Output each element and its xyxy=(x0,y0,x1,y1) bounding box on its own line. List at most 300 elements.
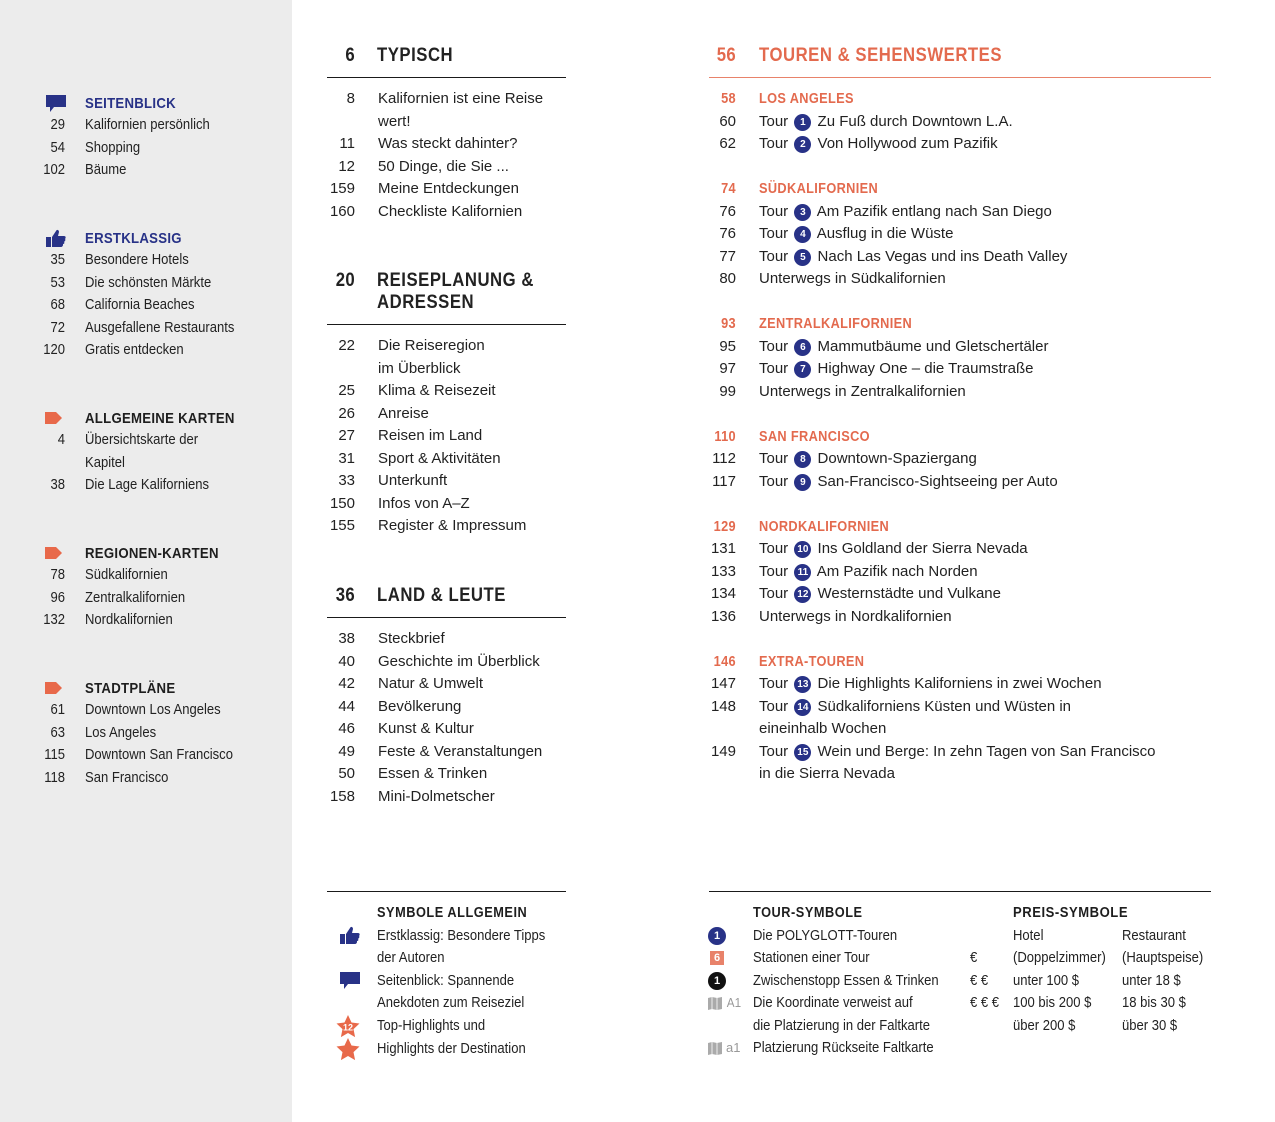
map-tag-icon xyxy=(40,408,70,428)
chapter-page: 20 xyxy=(335,270,355,291)
sidebar-group-title: SEITENBLICK xyxy=(85,94,176,112)
tour-entry[interactable] xyxy=(709,561,1211,584)
section-title: EXTRA-TOUREN xyxy=(759,653,865,670)
item-label: Die schönsten Märkte xyxy=(85,274,212,291)
toc-entry[interactable] xyxy=(327,470,566,493)
legend-tour xyxy=(708,902,968,1060)
chapter-page: 6 xyxy=(345,45,355,66)
tour-word: Tour xyxy=(759,225,789,242)
entry-label: Geschichte im Überblick xyxy=(378,652,540,670)
chapter-header[interactable] xyxy=(709,45,1211,78)
entry-label: Zu Fuß durch Downtown L.A. xyxy=(817,112,1013,130)
section-title: NORDKALIFORNIEN xyxy=(759,518,890,535)
tour-number-badge: 9 xyxy=(794,474,811,491)
page-number: 53 xyxy=(50,274,65,291)
map-icon: A1 xyxy=(708,992,753,1015)
chapter-list xyxy=(327,325,566,538)
tour-number-badge: 12 xyxy=(794,586,811,603)
page-number: 4 xyxy=(57,432,65,448)
entry-label: Mini-Dolmetscher xyxy=(378,787,495,805)
tour-word: Tour xyxy=(759,540,789,557)
entry-label: Sport & Aktivitäten xyxy=(378,449,501,467)
sidebar-group-erstklassig xyxy=(40,227,280,362)
toc-entry[interactable] xyxy=(327,448,566,471)
item-label: Zentralkalifornien xyxy=(85,589,186,606)
legend-divider xyxy=(709,891,1211,892)
page-number: 40 xyxy=(338,652,355,670)
page-number: 118 xyxy=(44,769,65,786)
legend-text: Platzierung Rückseite Faltkarte xyxy=(753,1040,934,1056)
toc-entry[interactable] xyxy=(327,628,566,651)
toc-entry[interactable] xyxy=(709,606,1211,629)
page-number: 12 xyxy=(338,157,355,175)
entry-label: San-Francisco-Sightseeing per Auto xyxy=(817,472,1058,490)
tour-number-badge: 13 xyxy=(794,676,811,693)
page-number: 150 xyxy=(329,494,355,512)
page-number: 76 xyxy=(719,225,736,242)
legend-divider xyxy=(327,891,566,892)
map-icon: a1 xyxy=(708,1037,753,1060)
page-number: 54 xyxy=(50,139,65,156)
toc-entry[interactable] xyxy=(327,515,566,538)
toc-entry[interactable] xyxy=(327,718,566,741)
page-number: 31 xyxy=(338,449,355,467)
tour-number-badge: 15 xyxy=(794,744,811,761)
page-number: 115 xyxy=(44,747,65,763)
page-number: 159 xyxy=(329,180,355,197)
entry-label: Südkaliforniens Küsten und Wüsten in xyxy=(817,697,1072,715)
entry-label: eineinhalb Wochen xyxy=(759,720,887,737)
toc-entry[interactable] xyxy=(709,381,1211,404)
tour-word: Tour xyxy=(759,742,789,760)
page-number: 149 xyxy=(710,742,736,760)
tour-number-badge: 1 xyxy=(794,114,811,131)
entry-label: Westernstädte und Vulkane xyxy=(817,585,1001,602)
page-number: 61 xyxy=(50,702,65,718)
price-hotel: 100 bis 200 $ xyxy=(1013,995,1092,1011)
sidebar-group-seitenblick xyxy=(40,92,280,182)
tour-word: Tour xyxy=(759,247,789,265)
page-number: 68 xyxy=(50,297,65,313)
sidebar-group-regionen-karten xyxy=(40,542,280,632)
page-number: 132 xyxy=(43,612,65,628)
sidebar-item[interactable] xyxy=(40,137,280,160)
chapter-page: 36 xyxy=(335,585,355,606)
entry-label: Unterwegs in Zentralkalifornien xyxy=(759,382,966,400)
sidebar-item[interactable] xyxy=(40,699,280,722)
item-label: Los Angeles xyxy=(85,724,157,741)
entry-label: Downtown-Spaziergang xyxy=(817,450,977,467)
map-tag-icon xyxy=(40,543,70,563)
entry-label: Kunst & Kultur xyxy=(378,720,474,737)
tour-number-badge: 10 xyxy=(794,541,811,558)
page-number: 35 xyxy=(50,252,65,268)
page-number: 99 xyxy=(719,382,736,400)
column-header-restaurant: Restaurant xyxy=(1122,927,1186,944)
tour-number-badge: 6 xyxy=(794,339,811,356)
page-number: 155 xyxy=(329,517,355,534)
tour-number-badge: 8 xyxy=(794,451,811,468)
legend-text: Zwischenstopp Essen & Trinken xyxy=(753,972,939,989)
map-tag-icon xyxy=(40,678,70,698)
page-number: 120 xyxy=(43,342,65,358)
legend-item xyxy=(708,947,968,970)
sidebar-item[interactable] xyxy=(40,767,280,790)
page-number: 27 xyxy=(338,427,355,444)
sidebar-item[interactable] xyxy=(40,564,280,587)
entry-label: im Überblick xyxy=(378,359,461,377)
page-number: 148 xyxy=(710,697,736,715)
star-icon xyxy=(327,1038,377,1061)
speech-bubble-icon xyxy=(40,93,70,113)
chapter-list xyxy=(327,78,566,223)
section-page: 110 xyxy=(714,428,736,445)
page-number: 11 xyxy=(339,135,355,152)
legend-text: Highlights der Destination xyxy=(377,1040,526,1057)
sidebar-item[interactable] xyxy=(40,339,280,362)
legend-item xyxy=(327,1015,587,1038)
price-symbol: € xyxy=(970,950,978,966)
sidebar-item[interactable] xyxy=(40,294,280,317)
tour-entry[interactable] xyxy=(709,448,1211,471)
legend-text: Die Koordinate verweist auf xyxy=(753,995,913,1011)
page-number: 8 xyxy=(346,90,355,107)
tour-circle-icon: 1 xyxy=(708,925,753,948)
page-number: 42 xyxy=(338,675,355,692)
entry-label: Klima & Reisezeit xyxy=(378,382,496,399)
section-title: SAN FRANCISCO xyxy=(759,428,870,445)
legend-text: Erstklassig: Besondere Tipps xyxy=(377,927,546,944)
chapter-header[interactable] xyxy=(327,270,566,325)
sidebar-group-header xyxy=(40,677,280,699)
page-number: 63 xyxy=(50,724,65,741)
svg-text:12: 12 xyxy=(342,1022,354,1032)
entry-label: Natur & Umwelt xyxy=(378,675,484,692)
tour-word: Tour xyxy=(759,360,789,377)
column-subheader-hotel: (Doppelzimmer) xyxy=(1013,950,1106,966)
toc-entry-continued xyxy=(709,718,1211,741)
tour-word: Tour xyxy=(759,585,789,602)
entry-label: Bevölkerung xyxy=(378,697,462,715)
price-hotel: unter 100 $ xyxy=(1013,972,1080,989)
item-label: Gratis entdecken xyxy=(85,342,184,358)
entry-label: Mammutbäume und Gletschertäler xyxy=(817,337,1049,355)
sidebar-group-header xyxy=(40,407,280,429)
page-number: 50 xyxy=(338,765,355,782)
item-label: Besondere Hotels xyxy=(85,252,189,268)
page-number: 38 xyxy=(50,477,65,493)
section-header[interactable] xyxy=(709,88,1211,111)
entry-label: Ausflug in die Wüste xyxy=(816,225,954,242)
chapter-reiseplanung xyxy=(327,270,566,538)
toc-entry[interactable] xyxy=(327,763,566,786)
tour-entry[interactable] xyxy=(709,471,1211,494)
column-subheader-restaurant: (Hauptspeise) xyxy=(1122,950,1204,966)
legend-title: PREIS-SYMBOLE xyxy=(1013,905,1129,921)
section-page: 74 xyxy=(721,181,736,197)
tour-word: Tour xyxy=(759,472,789,490)
sidebar-item[interactable] xyxy=(40,272,280,295)
chapter-list xyxy=(709,78,1211,786)
entry-label: Reisen im Land xyxy=(378,427,483,444)
thumbs-up-icon xyxy=(327,925,377,948)
page-number: 160 xyxy=(329,202,355,220)
thumbs-up-icon xyxy=(40,228,70,248)
legend-text: der Autoren xyxy=(377,950,445,966)
sidebar-group-header xyxy=(40,542,280,564)
chapter-list xyxy=(327,618,566,808)
entry-label: wert! xyxy=(378,112,411,130)
page-number: 117 xyxy=(712,472,736,490)
page-number: 77 xyxy=(719,247,736,265)
section-title: LOS ANGELES xyxy=(759,91,854,107)
chapter-typisch xyxy=(327,45,566,223)
sidebar-item[interactable] xyxy=(40,722,280,745)
legend-price xyxy=(970,902,1211,1042)
section-title: SÜDKALIFORNIEN xyxy=(759,181,879,197)
entry-label: Essen & Trinken xyxy=(378,765,488,782)
entry-label: Die Reiseregion xyxy=(378,337,485,354)
tour-entry[interactable] xyxy=(709,583,1211,606)
tour-entry[interactable] xyxy=(709,133,1211,156)
legend-item xyxy=(327,1038,587,1061)
toc-entry[interactable] xyxy=(327,156,566,179)
entry-label: Was steckt dahinter? xyxy=(378,135,518,152)
item-label: Downtown San Francisco xyxy=(85,747,233,763)
page-number: 112 xyxy=(712,450,736,467)
toc-entry[interactable] xyxy=(327,673,566,696)
legend-text: Top-Highlights und xyxy=(377,1017,486,1034)
sidebar-item[interactable] xyxy=(40,474,280,497)
section-header[interactable] xyxy=(709,313,1211,336)
sidebar-item[interactable] xyxy=(40,744,280,767)
entry-label: Unterkunft xyxy=(378,472,448,489)
chapter-header[interactable] xyxy=(327,585,566,618)
toc-entry[interactable] xyxy=(327,741,566,764)
station-square-icon: 6 xyxy=(708,947,753,970)
section-header[interactable] xyxy=(709,178,1211,201)
section-header[interactable] xyxy=(709,651,1211,674)
tour-word: Tour xyxy=(759,675,789,692)
page-number: 131 xyxy=(710,540,736,557)
page-number: 134 xyxy=(710,585,736,602)
tour-word: Tour xyxy=(759,337,789,355)
toc-entry[interactable] xyxy=(327,335,566,358)
page-number: 62 xyxy=(719,135,736,152)
legend-text: Die POLYGLOTT-Touren xyxy=(753,927,898,944)
price-restaurant: unter 18 $ xyxy=(1122,972,1181,989)
tour-number-badge: 11 xyxy=(794,564,811,581)
entry-label: Ins Goldland der Sierra Nevada xyxy=(817,540,1028,557)
toc-entry[interactable] xyxy=(327,493,566,516)
speech-bubble-icon xyxy=(327,970,377,993)
entry-label: Am Pazifik nach Norden xyxy=(816,562,978,580)
tour-entry[interactable] xyxy=(709,673,1211,696)
section-header[interactable] xyxy=(709,516,1211,539)
page-number: 72 xyxy=(50,319,65,336)
toc-entry[interactable] xyxy=(327,786,566,809)
chapter-touren xyxy=(709,45,1211,786)
chapter-title: TYPISCH xyxy=(377,45,454,66)
entry-label: Register & Impressum xyxy=(378,517,527,534)
chapter-title: TOUREN & SEHENSWERTES xyxy=(759,45,1003,66)
sidebar-group-title: ALLGEMEINE KARTEN xyxy=(85,409,235,427)
sidebar-group-header xyxy=(40,92,280,114)
toc-entry[interactable] xyxy=(327,403,566,426)
legend-title: TOUR-SYMBOLE xyxy=(753,905,863,921)
item-label: California Beaches xyxy=(85,297,195,313)
item-label: Shopping xyxy=(85,139,141,156)
tour-word: Tour xyxy=(759,112,789,130)
tour-entry[interactable] xyxy=(709,336,1211,359)
section-title: ZENTRALKALIFORNIEN xyxy=(759,316,913,332)
price-symbol: € € € xyxy=(970,995,1000,1011)
item-label: Südkalifornien xyxy=(85,567,168,583)
page-number: 26 xyxy=(338,404,355,422)
toc-entry[interactable] xyxy=(327,88,566,111)
tour-entry[interactable] xyxy=(709,223,1211,246)
page-number: 96 xyxy=(50,589,65,606)
sidebar-group-allgemeine-karten xyxy=(40,407,280,497)
tour-entry[interactable] xyxy=(709,538,1211,561)
legend-item xyxy=(708,970,968,993)
sidebar-item[interactable] xyxy=(40,114,280,137)
tour-word: Tour xyxy=(759,202,789,220)
legend-item xyxy=(708,992,968,1015)
page-number: 102 xyxy=(43,162,65,178)
entry-label: Nach Las Vegas und ins Death Valley xyxy=(817,247,1068,265)
sidebar-group-title: ERSTKLASSIG xyxy=(85,229,182,247)
entry-label: Checkliste Kalifornien xyxy=(378,202,523,220)
page-number: 95 xyxy=(719,337,736,355)
sidebar-item[interactable] xyxy=(40,429,280,474)
toc-entry[interactable] xyxy=(327,651,566,674)
item-label: Bäume xyxy=(85,162,127,178)
item-label: Ausgefallene Restaurants xyxy=(85,319,235,336)
legend-item xyxy=(327,925,587,948)
toc-entry-continued xyxy=(327,358,566,381)
tour-word: Tour xyxy=(759,697,789,715)
legend-text: Stationen einer Tour xyxy=(753,950,870,966)
page-number: 136 xyxy=(710,607,736,625)
page-number: 97 xyxy=(719,360,736,377)
item-label: Kalifornien persönlich xyxy=(85,117,210,133)
page-number: 33 xyxy=(338,472,355,489)
legend-item xyxy=(327,970,587,993)
page-number: 133 xyxy=(710,562,736,580)
toc-entry[interactable] xyxy=(327,133,566,156)
tour-entry[interactable] xyxy=(709,741,1211,764)
sidebar-group-stadtplaene xyxy=(40,677,280,789)
price-restaurant: 18 bis 30 $ xyxy=(1122,995,1186,1011)
chapter-page: 56 xyxy=(716,45,736,66)
column-header-hotel: Hotel xyxy=(1013,927,1044,944)
tour-entry[interactable] xyxy=(709,201,1211,224)
entry-label: Kalifornien ist eine Reise xyxy=(378,90,544,107)
toc-entry-continued xyxy=(709,763,1211,786)
toc-entry[interactable] xyxy=(327,201,566,224)
page-number: 25 xyxy=(338,382,355,399)
tour-word: Tour xyxy=(759,450,789,467)
tour-entry[interactable] xyxy=(709,111,1211,134)
page-number: 76 xyxy=(719,202,736,220)
chapter-title xyxy=(377,270,534,314)
legend-text: die Platzierung in der Faltkarte xyxy=(753,1017,930,1034)
chapter-title-line2: ADRESSEN xyxy=(377,292,475,313)
sidebar-group-header xyxy=(40,227,280,249)
tour-entry[interactable] xyxy=(709,358,1211,381)
sidebar-item[interactable] xyxy=(40,249,280,272)
legend-text: Seitenblick: Spannende xyxy=(377,972,515,989)
toc-entry[interactable] xyxy=(327,380,566,403)
page-number: 44 xyxy=(338,697,355,715)
page-number: 46 xyxy=(338,720,355,737)
item-label: Übersichtskarte der Kapitel xyxy=(85,432,199,471)
section-page: 93 xyxy=(721,316,736,332)
toc-entry[interactable] xyxy=(327,425,566,448)
page-number: 78 xyxy=(50,567,65,583)
toc-entry-continued xyxy=(327,111,566,134)
legend-general xyxy=(327,902,587,1061)
entry-label: Meine Entdeckungen xyxy=(378,180,519,197)
sidebar-item[interactable] xyxy=(40,587,280,610)
tour-number-badge: 3 xyxy=(794,204,811,221)
tour-word: Tour xyxy=(759,135,789,152)
entry-label: Unterwegs in Nordkalifornien xyxy=(759,607,952,625)
toc-entry[interactable] xyxy=(327,178,566,201)
page-number: 60 xyxy=(719,112,736,130)
chapter-header[interactable] xyxy=(327,45,566,78)
entry-label: Unterwegs in Südkalifornien xyxy=(759,270,946,287)
page-number: 80 xyxy=(719,270,736,287)
sidebar-item[interactable] xyxy=(40,159,280,182)
entry-label: Wein und Berge: In zehn Tagen von San Francisco xyxy=(817,742,1156,760)
tour-word: Tour xyxy=(759,562,789,580)
entry-label: Infos von A–Z xyxy=(378,494,470,512)
page-number: 158 xyxy=(329,787,355,805)
tour-entry[interactable] xyxy=(709,246,1211,269)
toc-entry[interactable] xyxy=(709,268,1211,291)
tour-entry[interactable] xyxy=(709,696,1211,719)
entry-label: Highway One – die Traumstraße xyxy=(817,360,1034,377)
stop-circle-icon: 1 xyxy=(708,970,753,993)
chapter-title: LAND & LEUTE xyxy=(377,585,506,606)
legend-text: Anekdoten zum Reiseziel xyxy=(377,995,525,1011)
page-number: 22 xyxy=(338,337,355,354)
price-symbol: € € xyxy=(970,972,989,989)
section-page: 146 xyxy=(713,653,736,670)
price-hotel: über 200 $ xyxy=(1013,1017,1076,1034)
entry-label: 50 Dinge, die Sie ... xyxy=(378,157,509,175)
section-header[interactable] xyxy=(709,426,1211,449)
sidebar-group-title: REGIONEN-KARTEN xyxy=(85,544,219,562)
entry-label: Steckbrief xyxy=(378,630,445,647)
entry-label: in die Sierra Nevada xyxy=(759,765,895,782)
entry-label: Die Highlights Kaliforniens in zwei Wochen xyxy=(817,675,1102,692)
sidebar-item[interactable] xyxy=(40,317,280,340)
toc-entry[interactable] xyxy=(327,696,566,719)
page-number: 49 xyxy=(338,742,355,760)
item-label: Nordkalifornien xyxy=(85,612,173,628)
tour-number-badge: 14 xyxy=(794,699,811,716)
item-label: Downtown Los Angeles xyxy=(85,702,221,718)
numbered-star-icon xyxy=(327,1015,377,1038)
tour-number-badge: 4 xyxy=(794,226,811,243)
entry-label: Feste & Veranstaltungen xyxy=(378,742,543,760)
item-label: Die Lage Kaliforniens xyxy=(85,477,210,493)
legend-item xyxy=(708,1037,968,1060)
sidebar-item[interactable] xyxy=(40,609,280,632)
